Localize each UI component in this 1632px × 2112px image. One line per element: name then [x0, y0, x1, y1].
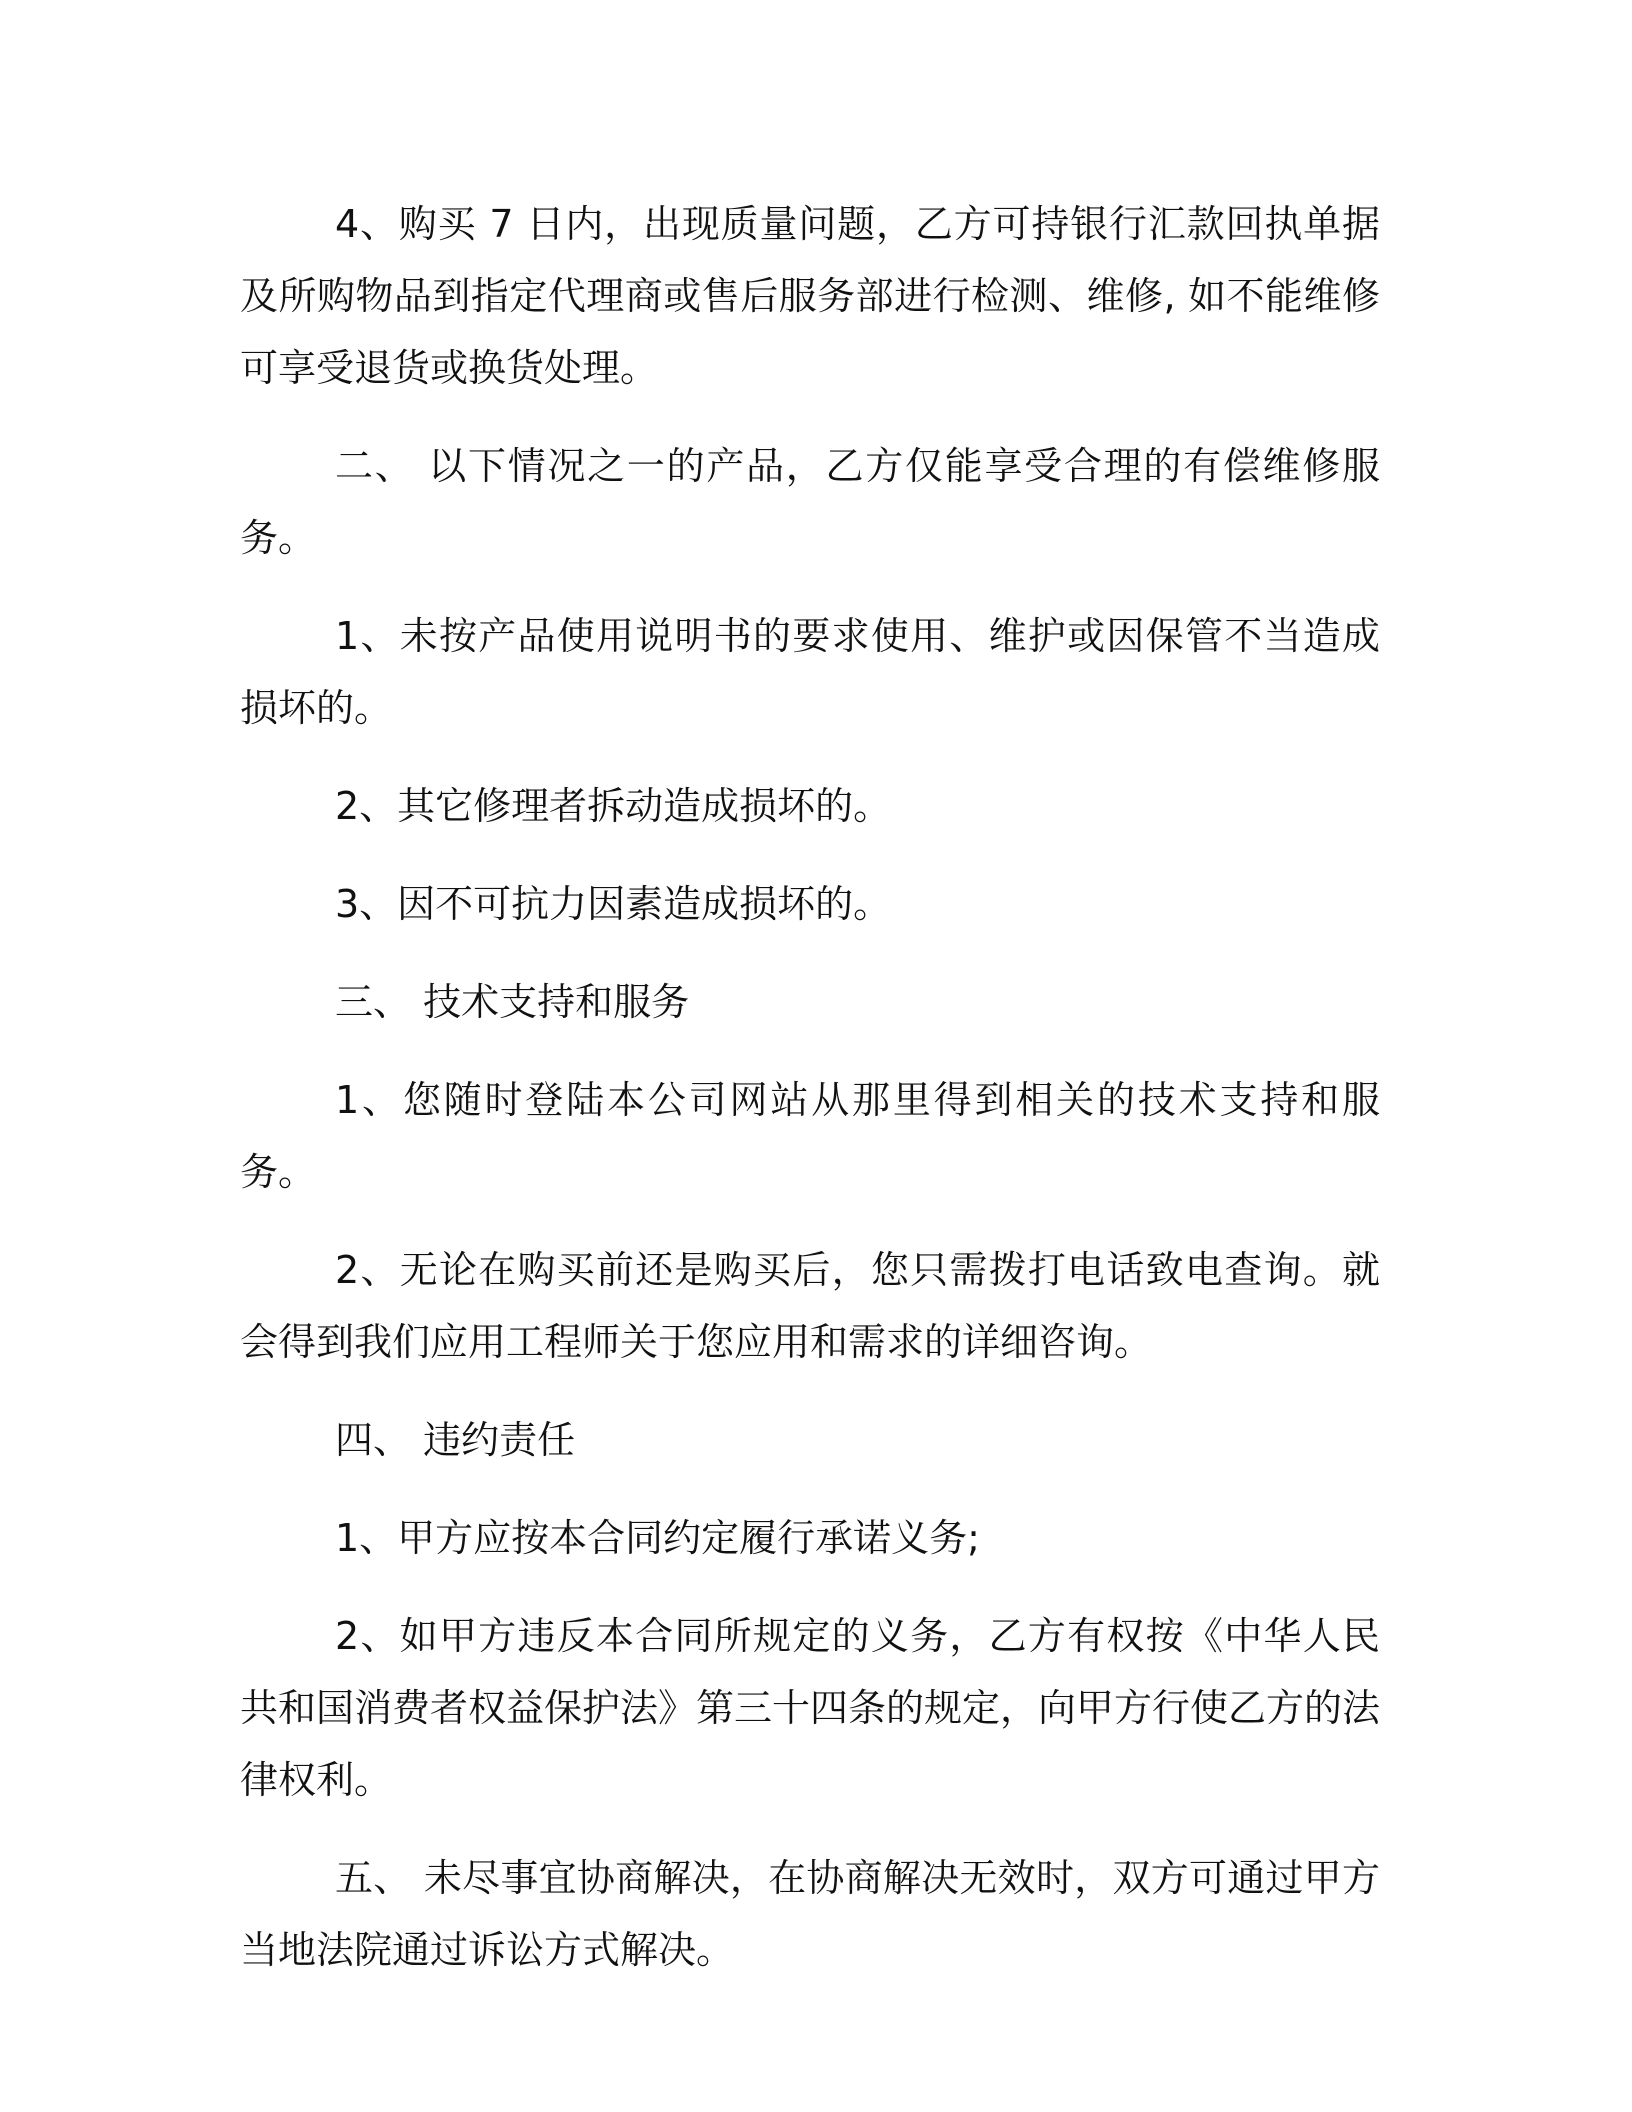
paragraph-party-a-obligation: 1、甲方应按本合同约定履行承诺义务;	[335, 1516, 980, 1560]
paragraph-item-4-quality-issue: 4、购买 7 日内，出现质量问题，乙方可持银行汇款回执单据及所购物品到指定代理商或售后服务部进行检测、维修, 如不能维修可享受退货或换货处理。	[240, 202, 1380, 390]
paragraph-website-support: 1、您随时登陆本公司网站从那里得到相关的技术支持和服务。	[240, 1078, 1380, 1194]
section-five-paragraph: 五、 未尽事宜协商解决，在协商解决无效时，双方可通过甲方当地法院通过诉讼方式解决。	[240, 1856, 1380, 1972]
paragraph-force-majeure: 3、因不可抗力因素造成损坏的。	[335, 882, 892, 926]
paragraph-improper-use: 1、未按产品使用说明书的要求使用、维护或因保管不当造成损坏的。	[240, 614, 1380, 730]
paragraph-other-repairer: 2、其它修理者拆动造成损坏的。	[335, 784, 892, 828]
section-two-heading: 二、 以下情况之一的产品，乙方仅能享受合理的有偿维修服务。	[240, 444, 1380, 560]
section-three-heading: 三、 技术支持和服务	[335, 980, 690, 1024]
section-four-heading: 四、 违约责任	[335, 1418, 576, 1462]
paragraph-phone-consult: 2、无论在购买前还是购买后，您只需拨打电话致电查询。就会得到我们应用工程师关于您应用和需求的详细咨询。	[240, 1248, 1380, 1364]
paragraph-consumer-law: 2、如甲方违反本合同所规定的义务，乙方有权按《中华人民共和国消费者权益保护法》第三十四条的规定，向甲方行使乙方的法律权利。	[240, 1614, 1381, 1802]
document-body	[240, 188, 1380, 2012]
